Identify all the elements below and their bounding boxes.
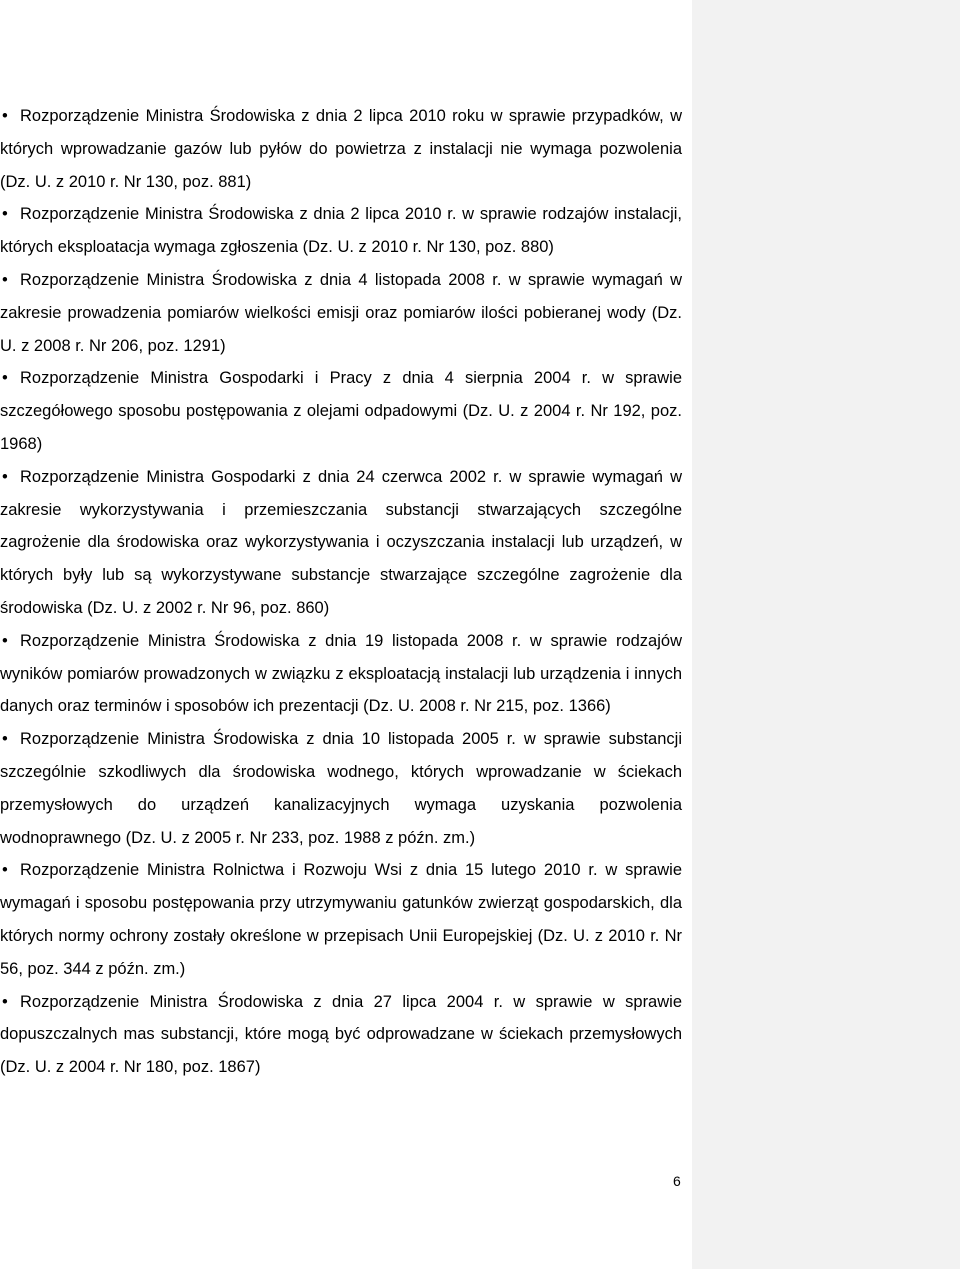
list-item-text: Rozporządzenie Ministra Środowiska z dnia 19 listopada 2008 r. w sprawie rodzajów wyników pomiarów prowadzonych w związku z eksploatacją instalacji lub urządzenia i innych danych oraz terminów i sposobów ich prezentacji (Dz. U. 2008 r. Nr 215, poz. 1366) (0, 631, 682, 716)
list-item (0, 264, 682, 362)
list-item-text: Rozporządzenie Ministra Środowiska z dnia 2 lipca 2010 r. w sprawie rodzajów instalacji, których eksploatacja wymaga zgłoszenia (Dz. U. z 2010 r. Nr 130, poz. 880) (0, 205, 682, 257)
list-item-text: Rozporządzenie Ministra Środowiska z dnia 2 lipca 2010 roku w sprawie przypadków, w których wprowadzanie gazów lub pyłów do powietrza z instalacji nie wymaga pozwolenia (Dz. U. z 2010 r. Nr 130, poz. 881) (0, 107, 682, 191)
list-item (0, 198, 682, 264)
list-item-text: Rozporządzenie Ministra Gospodarki i Pracy z dnia 4 sierpnia 2004 r. w sprawie szczegółowego sposobu postępowania z olejami odpadowymi (Dz. U. z 2004 r. Nr 192, poz. 1968) (0, 369, 682, 453)
list-item (0, 362, 682, 460)
list-item (0, 723, 682, 854)
list-item (0, 100, 682, 198)
list-item (0, 854, 682, 985)
comment-margin-panel (692, 0, 960, 1269)
list-item-text: Rozporządzenie Ministra Środowiska z dnia 27 lipca 2004 r. w sprawie w sprawie dopuszczalnych mas substancji, które mogą być odprowadzane w ściekach przemysłowych (Dz. U. z 2004 r. Nr 180, poz. 1867) (0, 992, 682, 1077)
bullet: • (2, 861, 8, 880)
list-item-text: Rozporządzenie Ministra Środowiska z dnia 4 listopada 2008 r. w sprawie wymagań w zakresie prowadzenia pomiarów wielkości emisji oraz pomiarów ilości pobieranej wody (Dz. U. z 2008 r. Nr 206, poz. 1291) (0, 270, 682, 355)
list-item (0, 986, 682, 1084)
list-item (0, 461, 682, 625)
page-number: 6 (673, 1173, 681, 1189)
list-item-text: Rozporządzenie Ministra Środowiska z dnia 10 listopada 2005 r. w sprawie substancji szczególnie szkodliwych dla środowiska wodnego, których wprowadzanie w ściekach przemysłowych do urządzeń kanalizacyjnych wymaga uzyskania pozwolenia wodnoprawnego (Dz. U. z 2005 r. Nr 233, poz. 1988 z późn. zm.) (0, 730, 682, 847)
bullet: • (2, 467, 8, 486)
bullet: • (2, 107, 8, 125)
document-body (0, 100, 682, 1084)
bullet: • (2, 730, 8, 749)
list-item-text: Rozporządzenie Ministra Rolnictwa i Rozwoju Wsi z dnia 15 lutego 2010 r. w sprawie wymagań i sposobu postępowania przy utrzymywaniu gatunków zwierząt gospodarskich, dla których normy ochrony zostały określone w przepisach Unii Europejskiej (Dz. U. z 2010 r. Nr 56, poz. 344 z późn. zm.) (0, 861, 682, 978)
list-item (0, 625, 682, 723)
bullet: • (2, 205, 8, 224)
bullet: • (2, 992, 8, 1011)
list-item-text: Rozporządzenie Ministra Gospodarki z dnia 24 czerwca 2002 r. w sprawie wymagań w zakresie wykorzystywania i przemieszczania substancji stwarzających szczególne zagrożenie dla środowiska oraz wykorzystywania i oczyszczania instalacji lub urządzeń, w których były lub są wykorzystywane substancje stwarzające szczególne zagrożenie dla środowiska (Dz. U. z 2002 r. Nr 96, poz. 860) (0, 467, 682, 617)
bullet: • (2, 270, 8, 289)
bullet: • (2, 369, 8, 388)
bullet: • (2, 631, 8, 650)
